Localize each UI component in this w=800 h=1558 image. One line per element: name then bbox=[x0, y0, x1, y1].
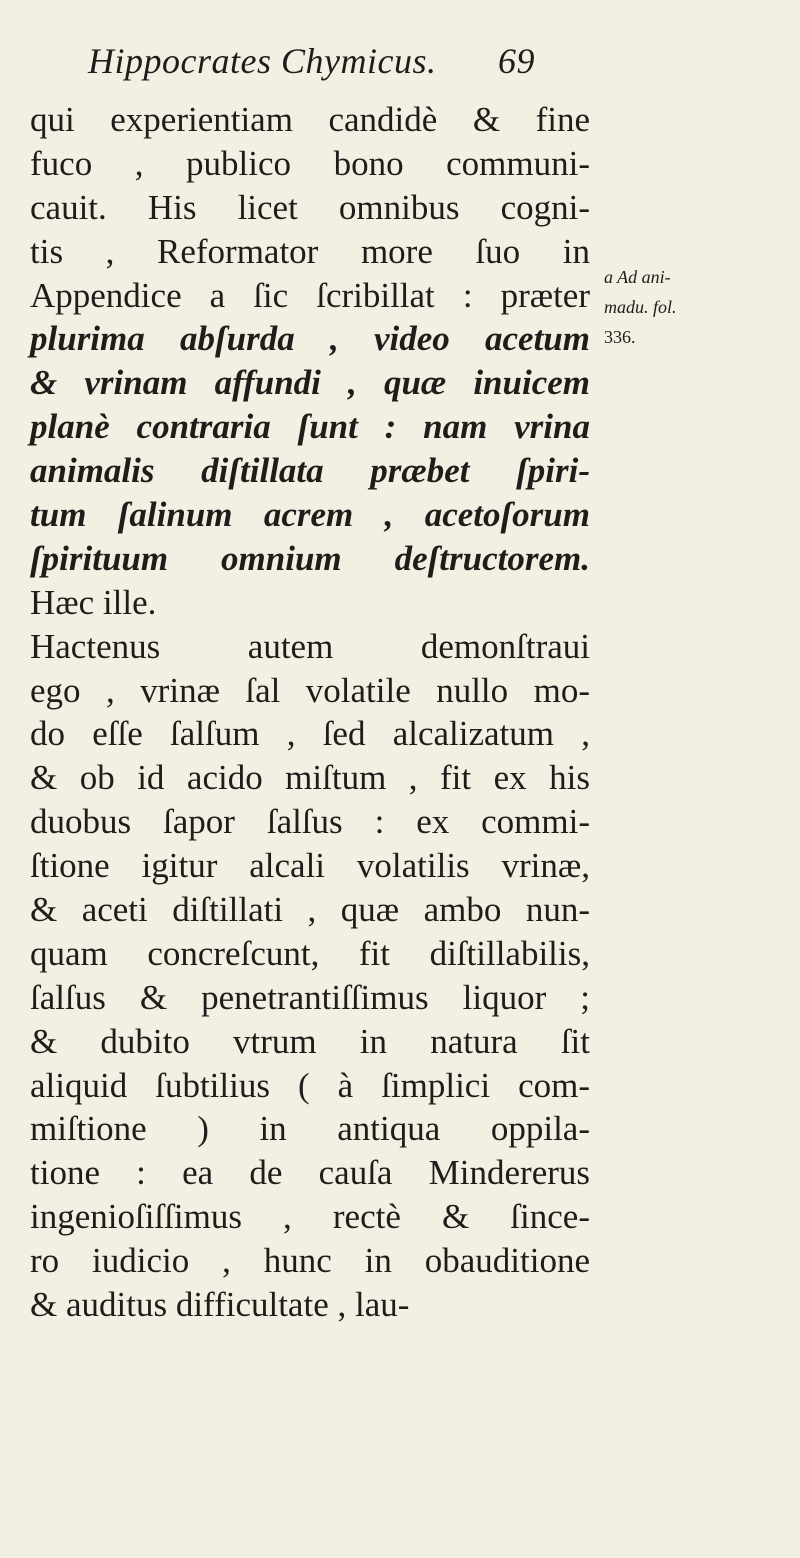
text-line: & auditus difficultate , lau- bbox=[30, 1285, 410, 1325]
margin-note-line: a Ad ani- bbox=[604, 267, 671, 287]
text-line: aliquid ſubtilius ( à ſimplici com- bbox=[30, 1065, 590, 1105]
text-line: quam concreſcunt, fit diſtillabilis, bbox=[30, 933, 590, 973]
text-line: planè contraria ſunt : nam vrina bbox=[30, 407, 590, 447]
text-line: tis , Reformator more ſuo in bbox=[30, 231, 590, 271]
text-line: qui experientiam candidè & fine bbox=[30, 100, 590, 139]
text-line: ſpirituum omnium deſtructorem. bbox=[30, 538, 590, 578]
margin-note-line: 336. bbox=[604, 327, 636, 347]
margin-note-line: madu. fol. bbox=[604, 297, 677, 317]
text-line: miſtione ) in antiqua oppila- bbox=[30, 1109, 590, 1149]
text-line: duobus ſapor ſalſus : ex commi- bbox=[30, 802, 590, 842]
text-line: ego , vrinæ ſal volatile nullo mo- bbox=[30, 670, 590, 710]
text-line: Appendice a ſic ſcribillat : præter bbox=[30, 275, 590, 315]
text-line: & ob id acido miſtum , fit ex his bbox=[30, 758, 590, 798]
running-title: Hippocrates Chymicus. bbox=[88, 41, 437, 81]
text-line: & dubito vtrum in natura ſit bbox=[30, 1021, 590, 1061]
page-number: 69 bbox=[498, 41, 535, 81]
text-line: ſtione igitur alcali volatilis vrinæ, bbox=[30, 846, 590, 886]
text-line: Hactenus autem demonſtraui bbox=[30, 626, 590, 666]
text-line: fuco , publico bono communi- bbox=[30, 143, 590, 183]
text-line: plurima abſurda , video acetum bbox=[30, 319, 590, 359]
margin-note bbox=[604, 262, 794, 352]
text-line: Hæc ille. bbox=[30, 582, 157, 622]
text-line: tum ſalinum acrem , acetoſorum bbox=[30, 495, 590, 535]
running-header bbox=[88, 40, 628, 82]
text-line: ingenioſiſſimus , rectè & ſince- bbox=[30, 1197, 590, 1237]
text-line: ro iudicio , hunc in obauditione bbox=[30, 1241, 590, 1281]
body-text bbox=[30, 98, 590, 1327]
text-line: animalis diſtillata præbet ſpiri- bbox=[30, 451, 590, 491]
text-line: do eſſe ſalſum , ſed alcalizatum , bbox=[30, 714, 590, 754]
text-line: cauit. His licet omnibus cogni- bbox=[30, 187, 590, 227]
text-line: & vrinam affundi , quæ inuicem bbox=[30, 363, 590, 403]
text-line: & aceti diſtillati , quæ ambo nun- bbox=[30, 890, 590, 930]
text-line: ſalſus & penetrantiſſimus liquor ; bbox=[30, 977, 590, 1017]
text-line: tione : ea de cauſa Mindererus bbox=[30, 1153, 590, 1193]
